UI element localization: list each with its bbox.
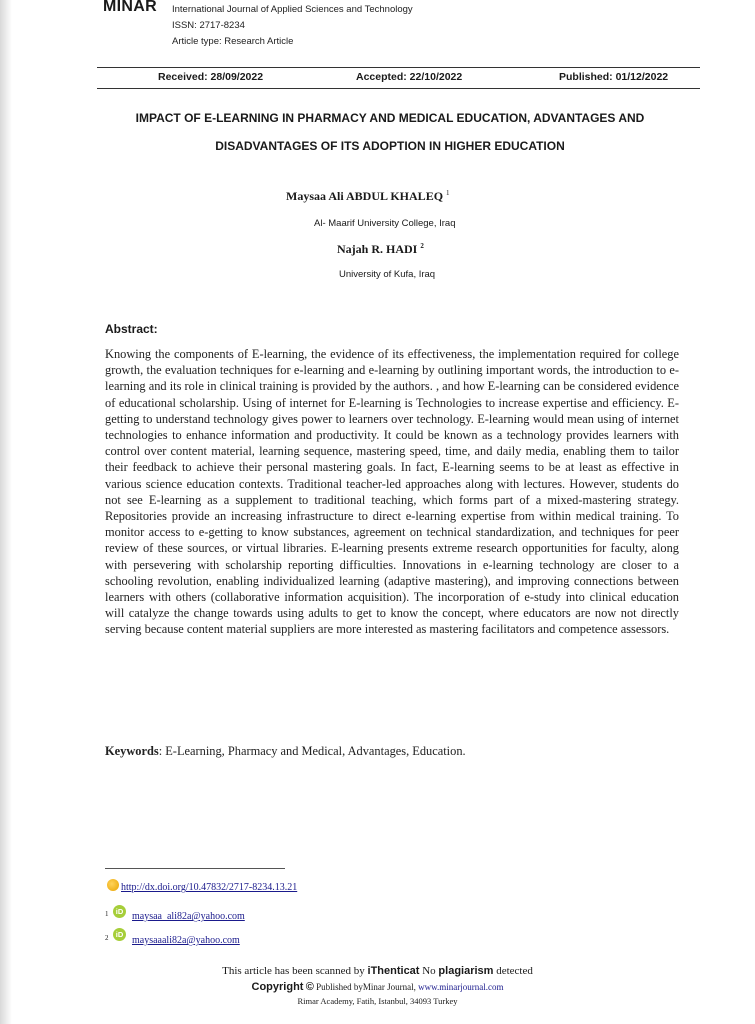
publisher-address: Rimar Academy, Fatih, Istanbul, 34093 Turkey: [297, 996, 458, 1006]
author-1: [286, 189, 450, 204]
scan-detected: detected: [493, 965, 533, 977]
published-by: Published byMinar Journal,: [313, 982, 419, 992]
journal-full-title: International Journal of Applied Sciences and Technology: [172, 4, 413, 15]
footnote-divider: [105, 868, 285, 869]
published-date: Published: 01/12/2022: [559, 71, 669, 83]
plagiarism-notice: [0, 965, 755, 977]
footnote-number-2: 2: [105, 934, 109, 942]
copyright-symbol: ©: [305, 981, 314, 993]
footnote-number-1: 1: [105, 910, 109, 918]
ithenticat-brand: iThenticat: [367, 965, 420, 977]
author-2-affiliation: University of Kufa, Iraq: [339, 269, 436, 280]
author-2: [337, 242, 424, 257]
journal-website-link[interactable]: www.minarjournal.com: [418, 982, 504, 992]
doi-icon: [107, 879, 119, 891]
author-2-email-link[interactable]: maysaaali82a@yahoo.com: [132, 935, 240, 946]
keywords-label: Keywords: [105, 744, 159, 758]
orcid-icon[interactable]: iD: [113, 928, 126, 941]
paper-title-line-2: DISADVANTAGES OF ITS ADOPTION IN HIGHER EDUCATION: [215, 139, 565, 153]
keywords: [105, 744, 685, 759]
plagiarism-word: plagiarism: [438, 965, 494, 977]
keywords-text: : E-Learning, Pharmacy and Medical, Advantages, Education.: [158, 744, 466, 758]
abstract-heading: Abstract:: [105, 322, 158, 336]
scan-no: No: [419, 965, 439, 977]
page-edge-shadow: [0, 0, 12, 1024]
orcid-icon[interactable]: iD: [113, 905, 126, 918]
journal-issn: ISSN: 2717-8234: [172, 20, 245, 31]
author-1-email-link[interactable]: maysaa_ali82a@yahoo.com: [132, 911, 245, 922]
received-date: Received: 28/09/2022: [158, 71, 264, 83]
copyright-word: Copyright: [251, 981, 304, 993]
author-2-sup: 2: [420, 242, 424, 250]
author-1-sup: 1: [446, 189, 450, 197]
journal-logo-text: MINAR: [103, 0, 157, 15]
author-2-name: Najah R. HADI: [337, 242, 418, 256]
abstract-body: Knowing the components of E-learning, the evidence of its effectiveness, the implementation required for college growth, the evaluation techniques for e-learning and e-learning by outlining important words, the introduction to e-learning and its role in clinical training is provided by the authors. , and how E-learning can be considered evidence of educational scholarship. Using of internet for E-learning is Technologies to increase expertise and efficiency. E-getting to understand technology gives power to learners over technology. E-learning would mean using of internet technologies to enhance information and productivity. It could be known as a technology provides learners with control over content material, learning sequence, mastering speed, time, and daily media, enabling them to tailor their feedback to achieve their personal mastering goals. In fact, E-learning seems to be at least as effective in various science education contexts. Traditional teacher-led approaches along with lectures. However, students do not see E-learning as a supplement to traditional teaching, which forms part of a mixed-mastering strategy. Repositories provide an increasing infrastructure to direct e-learning expertise from within medical training. To monitor access to e-getting to know substances, agreement on technical standardization, and techniques for peer review of these sources, or virtual libraries. E-learning presents extreme research opportunities for faculty, along with persevering with scholarship reporting difficulties. Innovations in e-learning technology are closer to a schooling revolution, enabling individualized learning (adaptive mastering), and improving connections between learners with others (collaborative information acquisition). The incorporation of e-study into clinical education will catalyze the change towards using adults to get to know the concept, where educators are now not directly serving because content material suppliers are more interested as mastering facilitators and competence assessors.: [105, 347, 679, 637]
copyright-notice: [0, 981, 755, 993]
author-1-name: Maysaa Ali ABDUL KHALEQ: [286, 189, 444, 203]
scan-prefix: This article has been scanned by: [222, 965, 368, 977]
article-type: Article type: Research Article: [172, 36, 294, 47]
accepted-date: Accepted: 22/10/2022: [356, 71, 463, 83]
doi-link[interactable]: http://dx.doi.org/10.47832/2717-8234.13.21: [121, 882, 298, 893]
paper-title-line-1: IMPACT OF E-LEARNING IN PHARMACY AND MEDICAL EDUCATION, ADVANTAGES AND: [135, 111, 645, 125]
author-1-affiliation: Al- Maarif University College, Iraq: [314, 218, 456, 229]
